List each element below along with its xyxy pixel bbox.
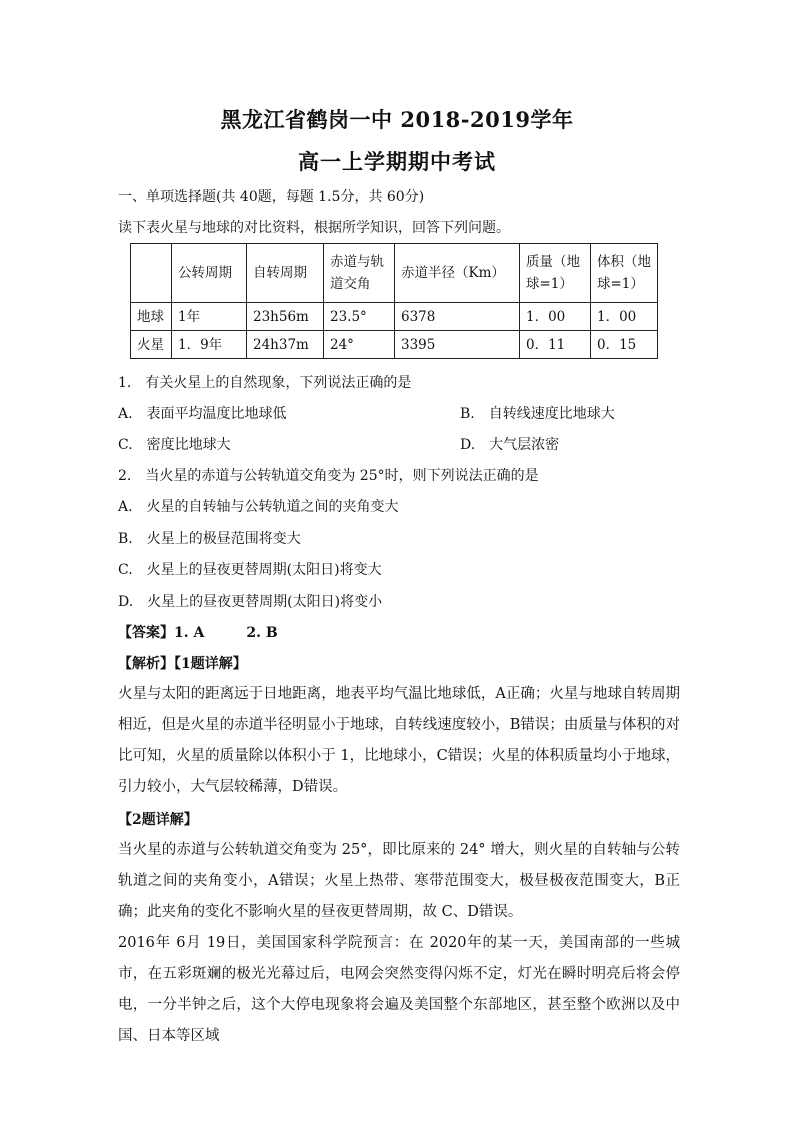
- table-cell: 地球: [131, 303, 172, 331]
- passage-paragraph: 2016年 6月 19日，美国国家科学院预言：在 2020年的某一天，美国南部的一些城市，在五彩斑斓的极光光幕过后，电网会突然变得闪烁不定，灯光在瞬时明亮后将会停电，一分半钟之后，这个大停电现象将会遍及美国整个东部地区，甚至整个欧洲以及中国、日本等区域: [118, 935, 680, 1044]
- table-header-cell: 自转周期: [247, 244, 324, 303]
- table-cell: 24°: [324, 331, 395, 359]
- section-heading: 一、单项选择题(共 40题，每题 1.5分，共 60分): [118, 189, 425, 205]
- question-2-option-b: B. 火星上的极昼范围将变大: [118, 531, 301, 547]
- table-cell: 23.5°: [324, 303, 395, 331]
- table-cell: 23h56m: [247, 303, 324, 331]
- table-cell: 0．11: [520, 331, 591, 359]
- question-2-stem: 2. 当火星的赤道与公转轨道交角变为 25°时，则下列说法正确的是: [118, 468, 539, 484]
- table-cell: 3395: [395, 331, 520, 359]
- table-header-cell: [131, 244, 172, 303]
- analysis-heading: 【解析】【1题详解】: [118, 656, 247, 672]
- question-1-option-a: A. 表面平均温度比地球低: [118, 406, 287, 422]
- table-header-cell: 公转周期: [172, 244, 247, 303]
- question-1-stem: 1. 有关火星上的自然现象，下列说法正确的是: [118, 375, 412, 391]
- table-header-cell: 赤道与轨道交角: [324, 244, 395, 303]
- table-cell: 1．00: [520, 303, 591, 331]
- document-title-line1: 黑龙江省鹤岗一中 2018-2019学年: [220, 107, 574, 132]
- question-2-option-d: D. 火星上的昼夜更替周期(太阳日)将变小: [118, 594, 383, 610]
- table-cell: 1．9年: [172, 331, 247, 359]
- document-title-line2: 高一上学期期中考试: [298, 149, 496, 174]
- question-1-option-row: [118, 436, 560, 454]
- table-row: [131, 303, 658, 331]
- table-cell: 火星: [131, 331, 172, 359]
- question-1-option-c: C. 密度比地球大: [118, 437, 231, 453]
- question-2-option-c: C. 火星上的昼夜更替周期(太阳日)将变大: [118, 562, 382, 578]
- table-cell: 0．15: [591, 331, 658, 359]
- detail-2-heading: 【2题详解】: [118, 812, 198, 828]
- section-intro: 读下表火星与地球的对比资料，根据所学知识，回答下列问题。: [118, 220, 510, 236]
- table-header-row: [131, 244, 658, 303]
- question-1-option-d: D. 大气层浓密: [460, 437, 560, 453]
- table-cell: 24h37m: [247, 331, 324, 359]
- table-cell: 1．00: [591, 303, 658, 331]
- question-1-option-row: [118, 405, 615, 423]
- analysis-1-paragraph: 火星与太阳的距离远于日地距离，地表平均气温比地球低，A正确；火星与地球自转周期相近，但是火星的赤道半径明显小于地球，自转线速度较小，B错误；由质量与体积的对比可知，火星的质量除以体积小于 1，比地球小，C错误；火星的体积质量均小于地球，引力较小，大气层较稀薄，D错误。: [118, 686, 680, 795]
- analysis-2-paragraph: 当火星的赤道与公转轨道交角变为 25°，即比原来的 24° 增大，则火星的自转轴与公转轨道之间的夹角变小，A错误；火星上热带、寒带范围变大，极昼极夜范围变大，B正确；此夹角的变化不影响火星的昼夜更替周期，故 C、D错误。: [118, 842, 680, 920]
- table-row: [131, 331, 658, 359]
- table-cell: 1年: [172, 303, 247, 331]
- table-header-cell: 质量（地球=1）: [520, 244, 591, 303]
- question-1-option-b: B. 自转线速度比地球大: [460, 406, 615, 422]
- table-cell: 6378: [395, 303, 520, 331]
- comparison-table: [130, 243, 658, 359]
- answer-line: 【答案】1. A 2. B: [118, 625, 278, 641]
- table-header-cell: 赤道半径（Km）: [395, 244, 520, 303]
- question-2-option-a: A. 火星的自转轴与公转轨道之间的夹角变大: [118, 499, 399, 515]
- table-header-cell: 体积（地球=1）: [591, 244, 658, 303]
